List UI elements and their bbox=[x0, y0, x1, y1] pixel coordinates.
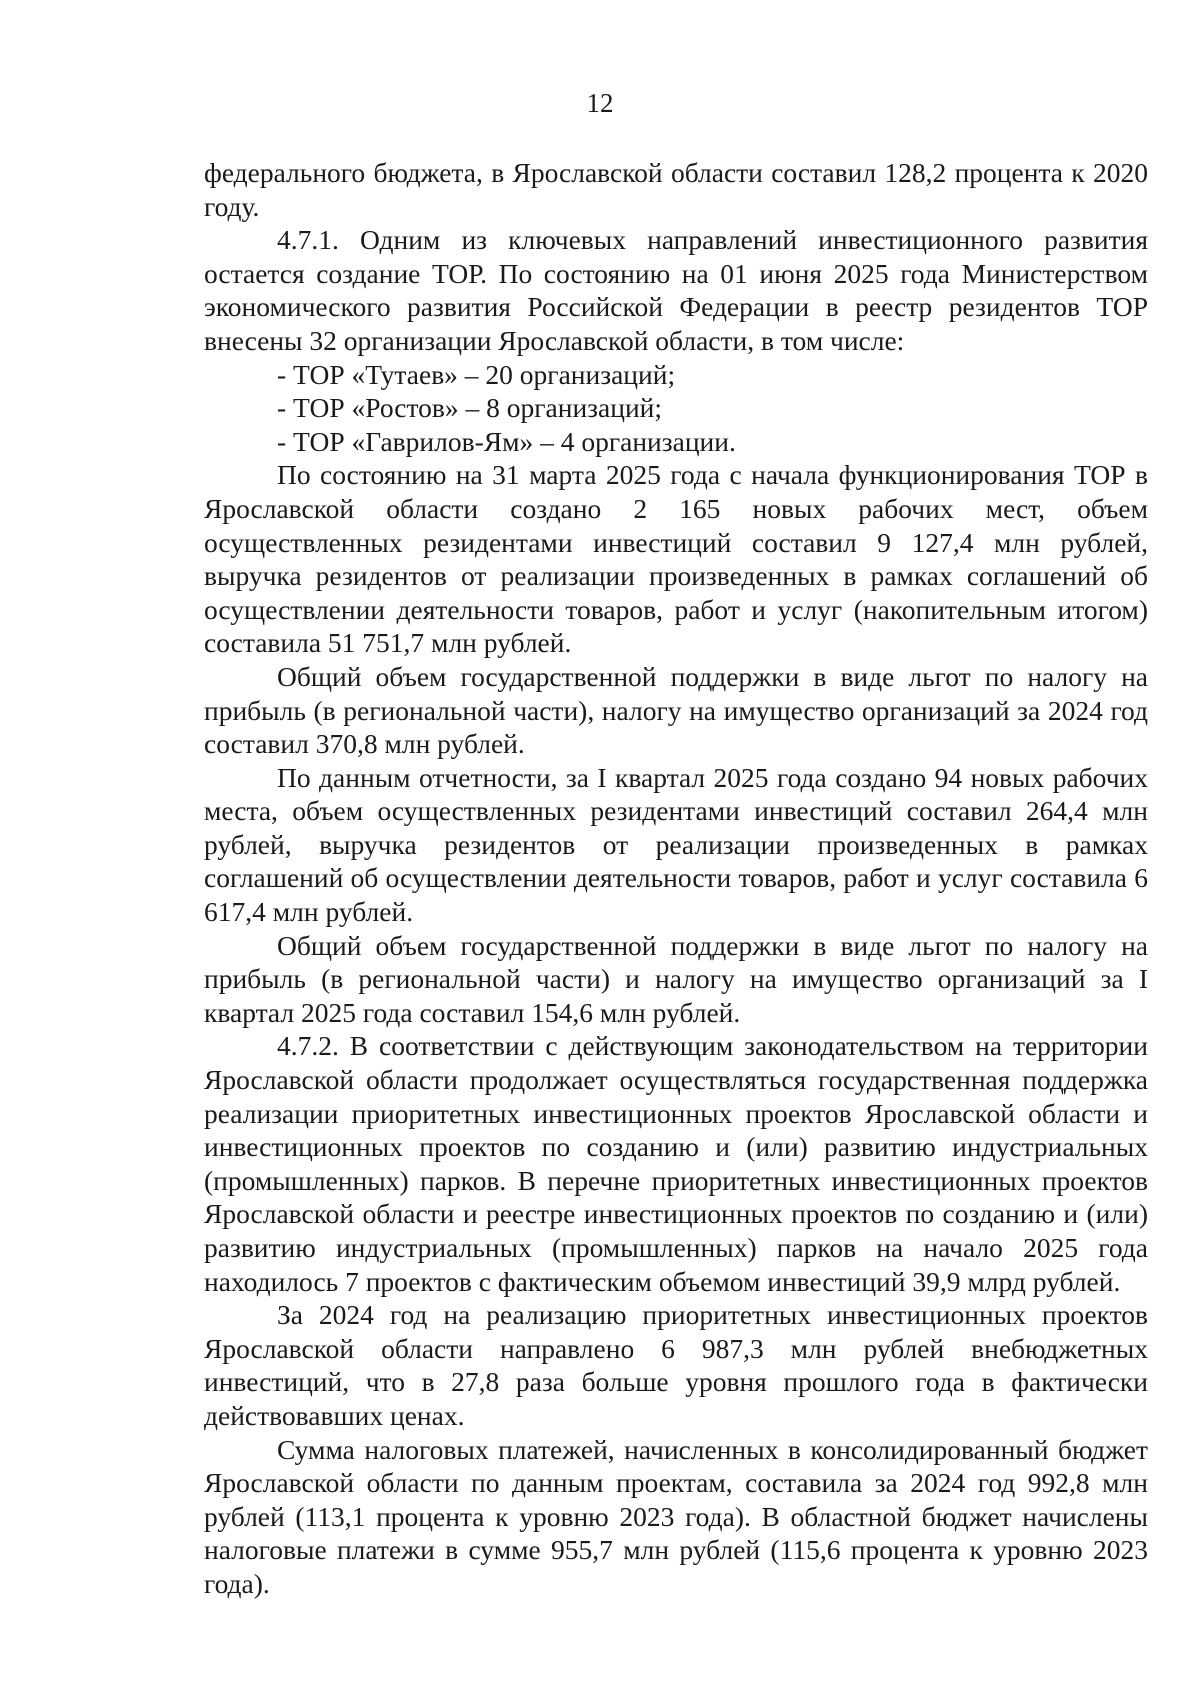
list-item-tor-tutaev: - ТОР «Тутаев» – 20 организаций; bbox=[277, 358, 676, 390]
list-item-tor-gavrilov-yam: - ТОР «Гаврилов-Ям» – 4 организации. bbox=[277, 425, 736, 457]
page-number: 12 bbox=[586, 88, 614, 118]
document-body bbox=[204, 156, 1148, 1601]
paragraph-tax-payments: Сумма налоговых платежей, начисленных в консолидированный бюджет Ярославской области по данным проектам, составила за 2024 год 992,8 млн рублей (113,1 процента к уровню 2023 года). В областной бюджет начислены налоговые платежи в сумме 955,7 млн рублей (115,6 процента к уровню 2023 года). bbox=[204, 1433, 1148, 1599]
paragraph-section-4-7-1: 4.7.1. Одним из ключевых направлений инвестиционного развития остается создание ТОР. По состоянию на 01 июня 2025 года Министерством экономического развития Российской Федерации в реестр резидентов ТОР внесены 32 организации Ярославской области, в том числе: bbox=[204, 224, 1148, 356]
paragraph-continuation: федерального бюджета, в Ярославской области составил 128,2 процента к 2020 году. bbox=[204, 157, 1148, 222]
paragraph-state-support-2024: Общий объем государственной поддержки в виде льгот по налогу на прибыль (в региональной части), налогу на имущество организаций за 2024 год составил 370,8 млн рублей. bbox=[204, 660, 1148, 760]
paragraph-q1-2025-results: По данным отчетности, за I квартал 2025 года создано 94 новых рабочих места, объем осуществленных резидентами инвестиций составил 264,4 млн рублей, выручка резидентов от реализации произведенных в рамках соглашений об осуществлении деятельности товаров, работ и услуг составила 6 617,4 млн рублей. bbox=[204, 761, 1148, 928]
paragraph-state-support-q1-2025: Общий объем государственной поддержки в виде льгот по налогу на прибыль (в региональной части) и налогу на имущество организаций за I квартал 2025 года составил 154,6 млн рублей. bbox=[204, 929, 1148, 1028]
paragraph-tor-results: По состоянию на 31 марта 2025 года с начала функционирования ТОР в Ярославской области создано 2 165 новых рабочих мест, объем осуществленных резидентами инвестиций составил 9 127,4 млн рублей, выручка резидентов от реализации произведенных в рамках соглашений об осуществлении деятельности товаров, работ и услуг (накопительным итогом) составила 51 751,7 млн рублей. bbox=[204, 459, 1148, 659]
paragraph-priority-projects-2024: За 2024 год на реализацию приоритетных инвестиционных проектов Ярославской области направлено 6 987,3 млн рублей внебюджетных инвестиций, что в 27,8 раза больше уровня прошлого года в фактически действовавших ценах. bbox=[204, 1299, 1148, 1431]
paragraph-section-4-7-2: 4.7.2. В соответствии с действующим законодательством на территории Ярославской области продолжает осуществляться государственная поддержка реализации приоритетных инвестиционных проектов Ярославской области и инвестиционных проектов по созданию и (или) развитию индустриальных (промышленных) парков. В перечне приоритетных инвестиционных проектов Ярославской области и реестре инвестиционных проектов по созданию и (или) развитию индустриальных (промышленных) парков на начало 2025 года находилось 7 проектов с фактическим объемом инвестиций 39,9 млрд рублей. bbox=[204, 1030, 1148, 1297]
list-item-tor-rostov: - ТОР «Ростов» – 8 организаций; bbox=[277, 392, 663, 424]
